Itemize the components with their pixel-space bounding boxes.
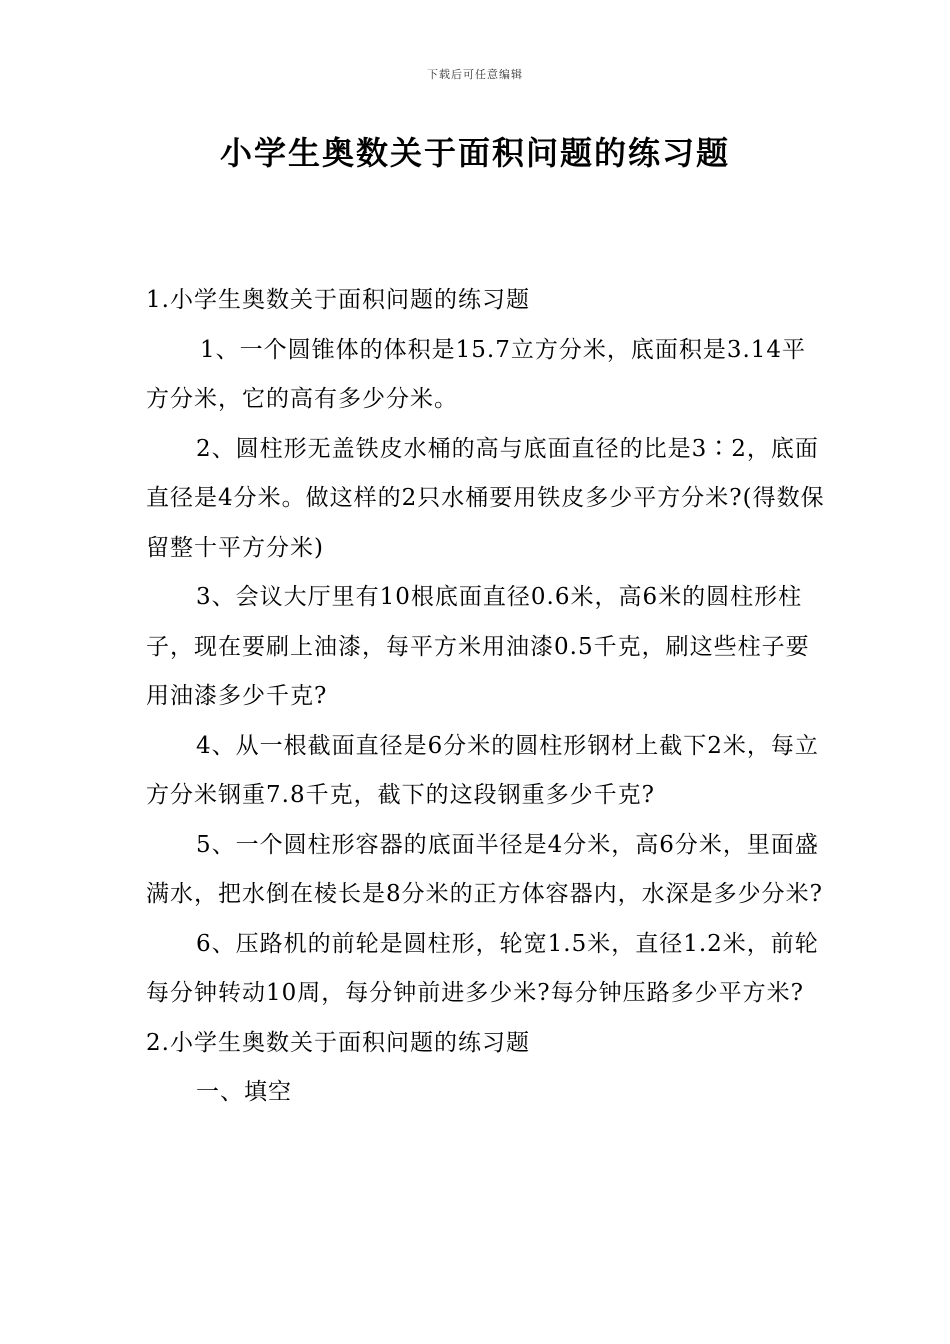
problem-5: 5、一个圆柱形容器的底面半径是4分米，高6分米，里面盛满水，把水倒在棱长是8分米的正方体容器内，水深是多少分米? <box>146 831 823 907</box>
problem-6: 6、压路机的前轮是圆柱形，轮宽1.5米，直径1.2米，前轮每分钟转动10周，每分钟前进多少米?每分钟压路多少平方米? <box>146 930 819 1006</box>
header-note: 下载后可任意编辑 <box>427 68 523 81</box>
document-body <box>146 276 826 1118</box>
problem-1: 1、一个圆锥体的体积是15.7立方分米，底面积是3.14平方分米，它的高有多少分米。 <box>146 336 807 412</box>
problem-4: 4、从一根截面直径是6分米的圆柱形钢材上截下2米，每立方分米钢重7.8千克，截下的这段钢重多少千克? <box>146 732 819 808</box>
problem-3: 3、会议大厅里有10根底面直径0.6米，高6米的圆柱形柱子，现在要刷上油漆，每平方米用油漆0.5千克，刷这些柱子要用油漆多少千克? <box>146 584 810 709</box>
section-heading-1: 1.小学生奥数关于面积问题的练习题 <box>146 287 530 313</box>
document-title: 小学生奥数关于面积问题的练习题 <box>219 134 730 172</box>
problem-2: 2、圆柱形无盖铁皮水桶的高与底面直径的比是3∶2，底面直径是4分米。做这样的2只水桶要用铁皮多少平方分米?(得数保留整十平方分米) <box>146 435 825 561</box>
section-heading-2: 2.小学生奥数关于面积问题的练习题 <box>146 1029 530 1056</box>
section-subheading: 一、填空 <box>196 1079 292 1105</box>
